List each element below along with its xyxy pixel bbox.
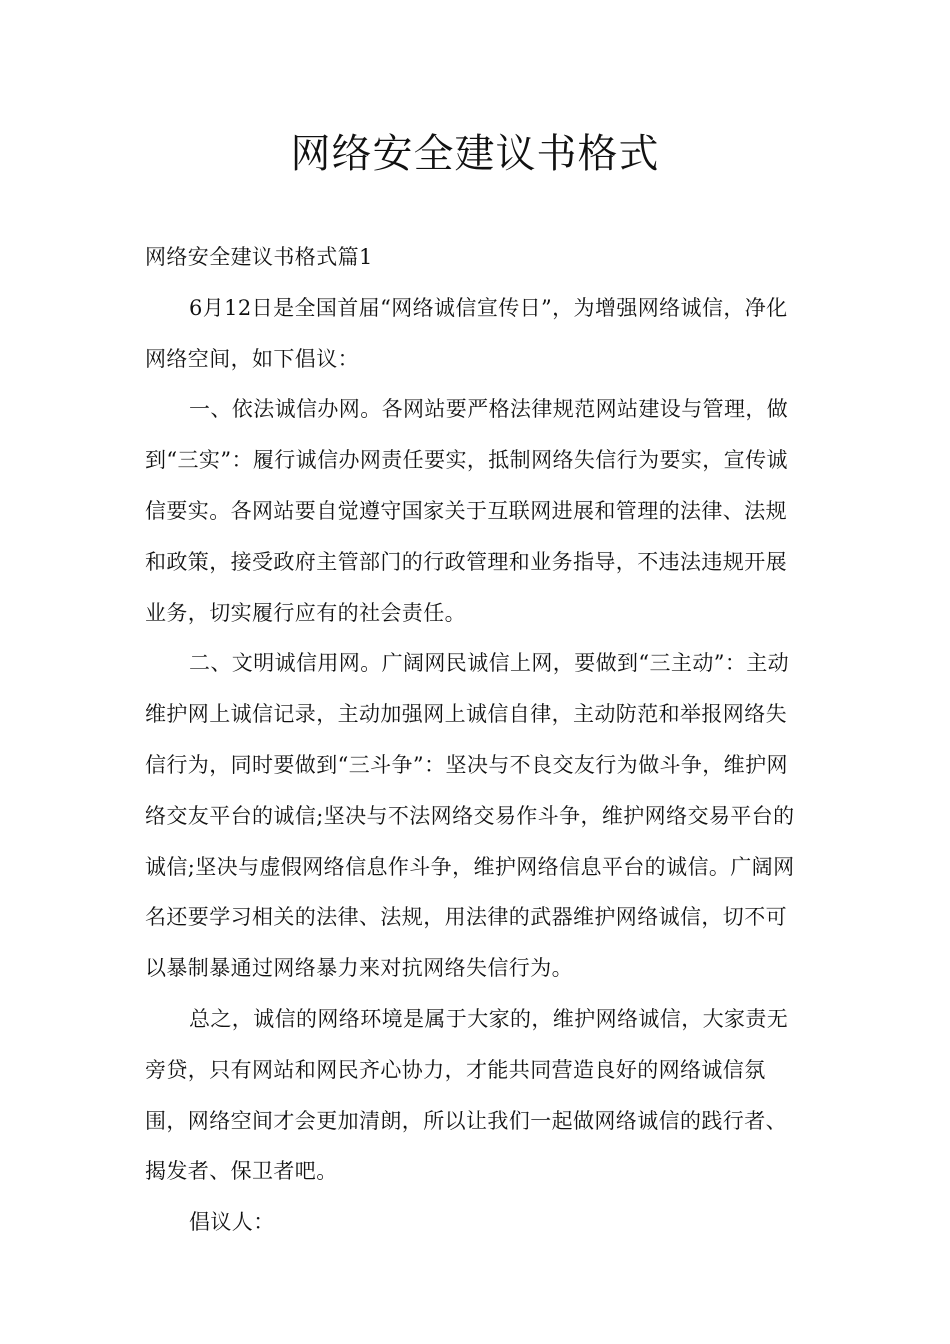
document-title: 网络安全建议书格式 [290, 131, 660, 177]
document-body [145, 232, 807, 1248]
signature-label: 倡议人： [189, 1210, 275, 1235]
paragraph-conclusion: 总之，诚信的网络环境是属于大家的，维护网络诚信，大家责无旁贷，只有网站和网民齐心协力，才能共同营造良好的网络诚信氛围，网络空间才会更加清朗，所以让我们一起做网络诚信的践行者、揭发者、保卫者吧。 [145, 1006, 789, 1184]
paragraph-point-one: 一、依法诚信办网。各网站要严格法律规范网站建设与管理，做到“三实”：履行诚信办网责任要实，抵制网络失信行为要实，宣传诚信要实。各网站要自觉遵守国家关于互联网进展和管理的法律、法规和政策，接受政府主管部门的行政管理和业务指导，不违法违规开展业务，切实履行应有的社会责任。 [145, 397, 789, 625]
paragraph-point-two: 二、文明诚信用网。广阔网民诚信上网，要做到“三主动”：主动维护网上诚信记录，主动加强网上诚信自律，主动防范和举报网络失信行为，同时要做到“三斗争”：坚决与不良交友行为做斗争，维护网络交友平台的诚信;坚决与不法网络交易作斗争，维护网络交易平台的诚信;坚决与虚假网络信息作斗争，维护网络信息平台的诚信。广阔网名还要学习相关的法律、法规，用法律的武器维护网络诚信，切不可以暴制暴通过网络暴力来对抗网络失信行为。 [145, 651, 795, 981]
paragraph-intro: 6月12日是全国首届“网络诚信宣传日”，为增强网络诚信，净化网络空间，如下倡议： [145, 295, 788, 371]
section-heading: 网络安全建议书格式篇1 [145, 245, 373, 269]
